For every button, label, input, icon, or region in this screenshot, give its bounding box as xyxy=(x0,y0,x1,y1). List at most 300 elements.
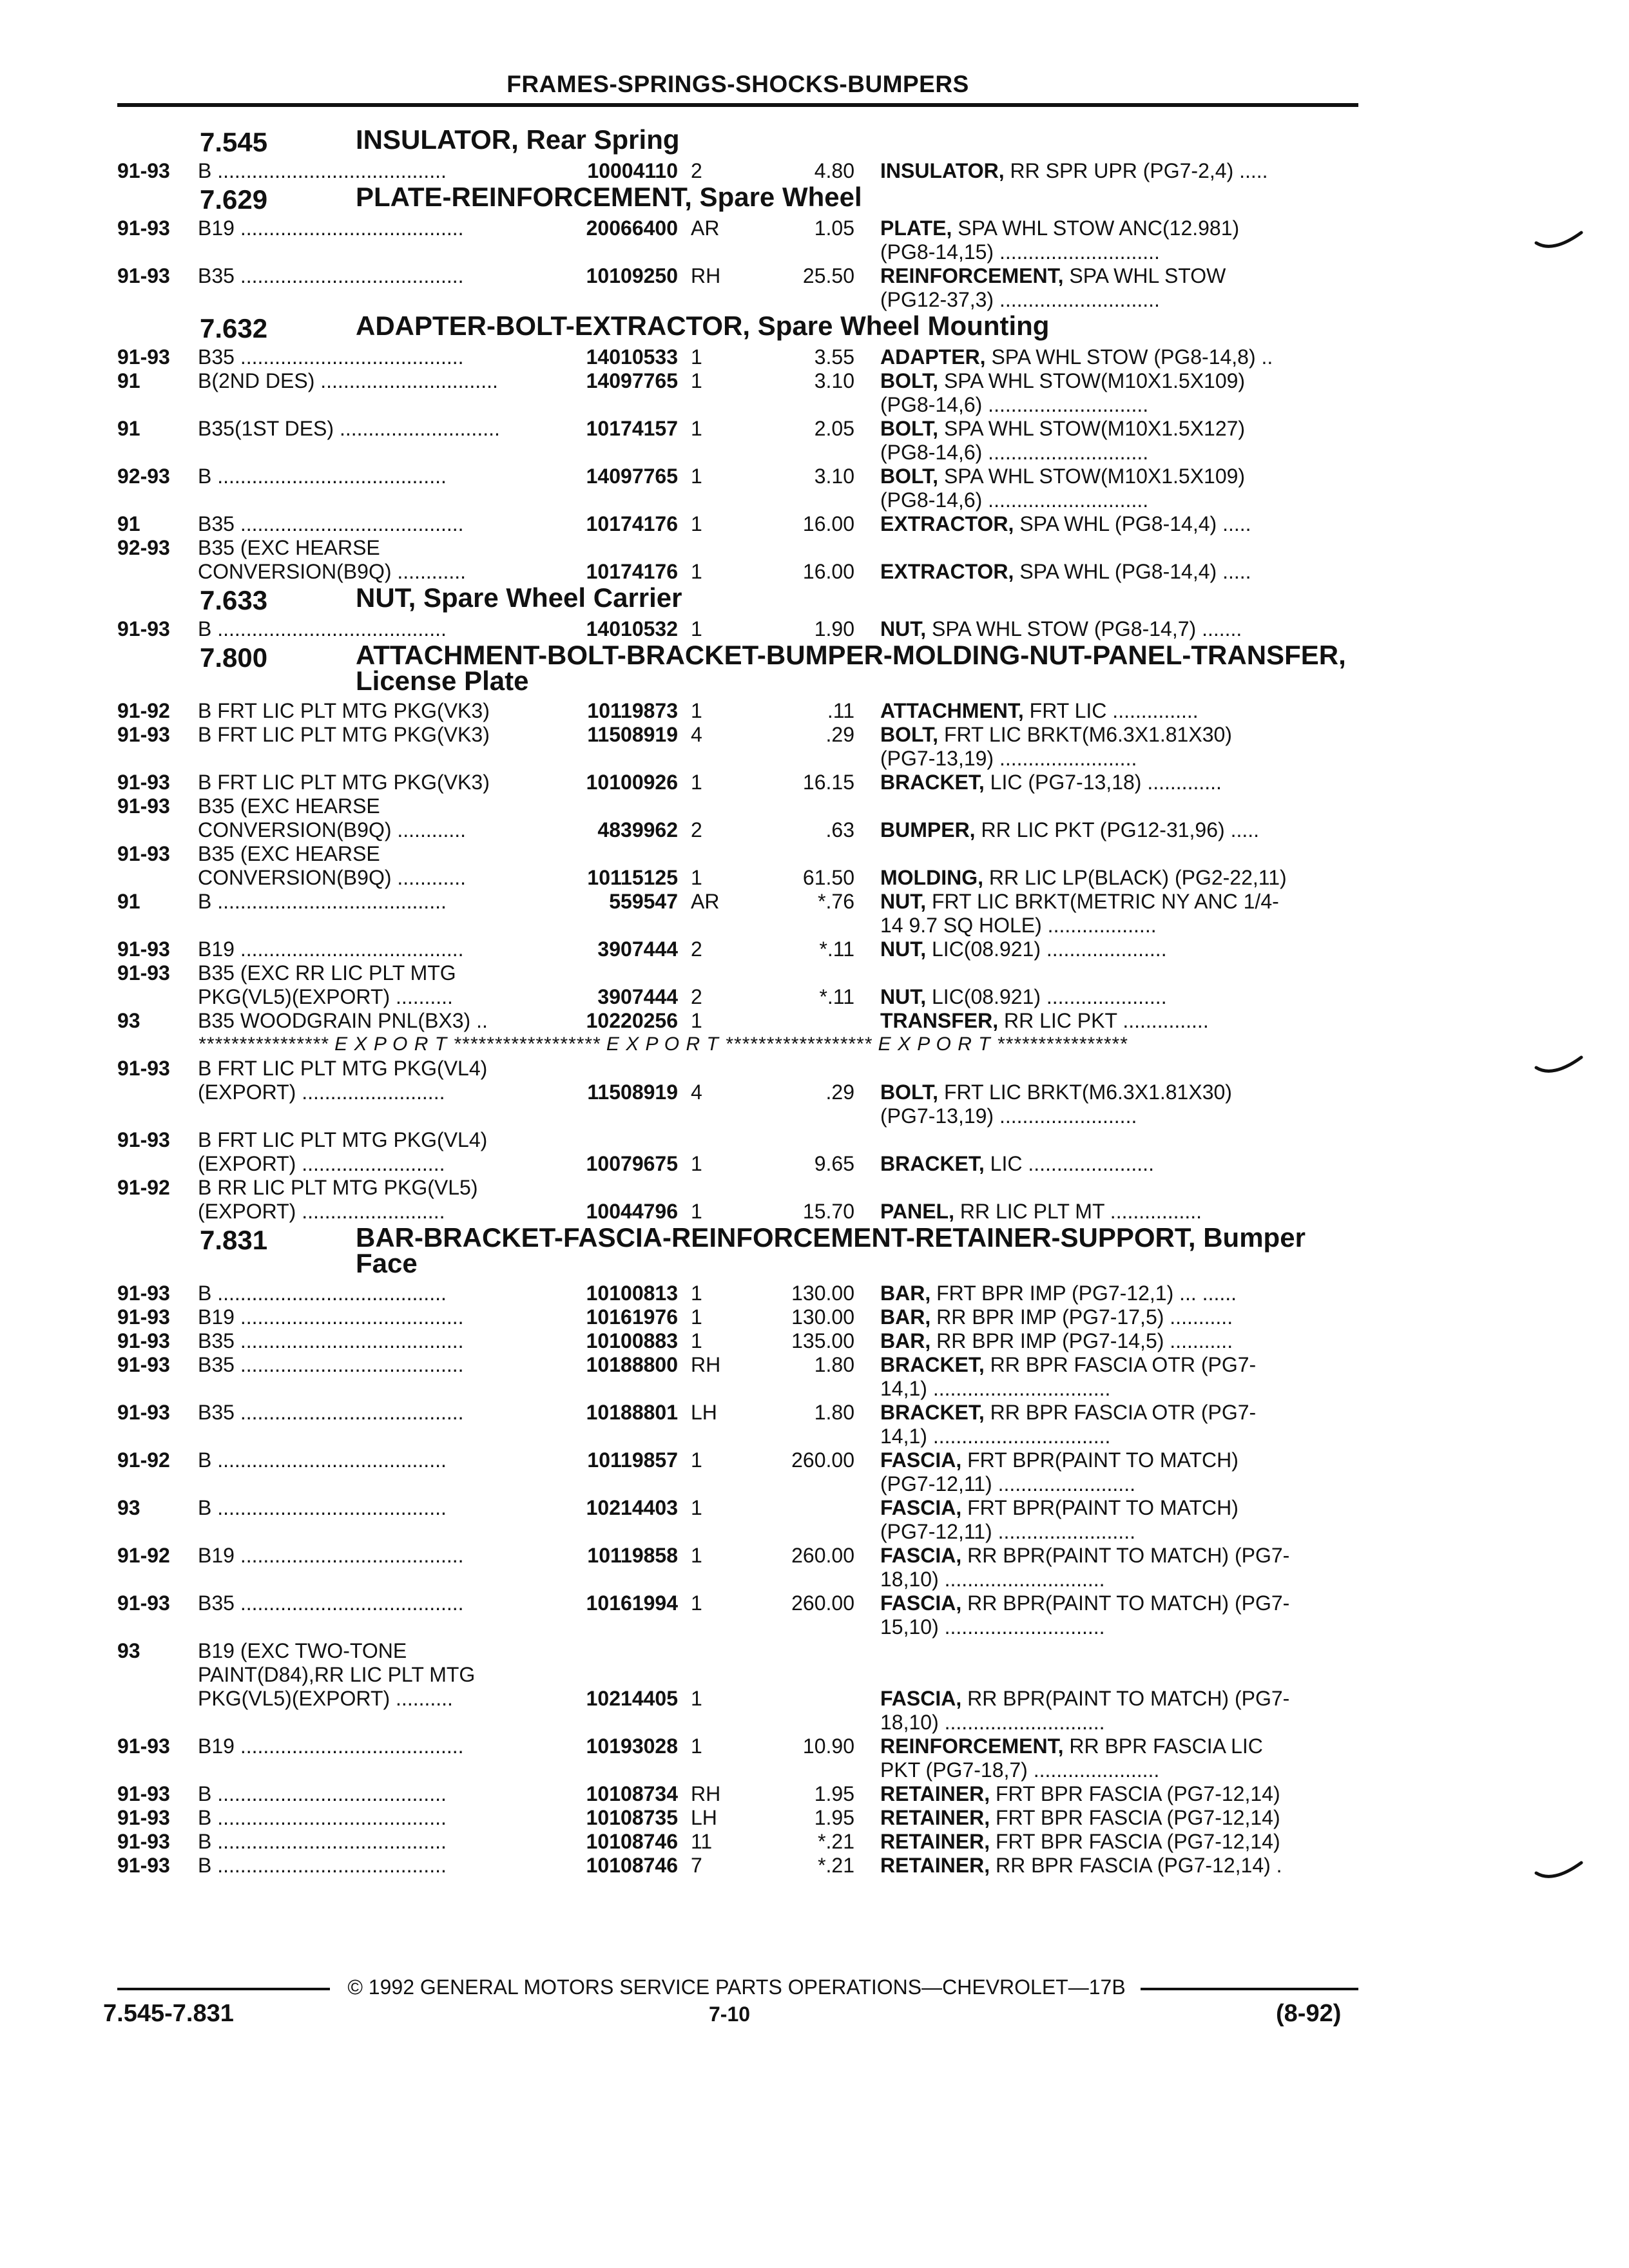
model-usage: B35 ....................................... xyxy=(198,264,464,287)
part-row xyxy=(0,1568,1629,1591)
part-detail: (PG7-12,11) ........................ xyxy=(880,1520,1135,1543)
part-description xyxy=(880,1305,1357,1329)
part-description xyxy=(880,866,1357,889)
part-description xyxy=(880,288,1357,311)
footer-rule-right xyxy=(1141,1988,1358,1990)
part-name: BOLT, xyxy=(880,723,939,746)
part-name: NUT, xyxy=(880,937,927,961)
model-year: 91-92 xyxy=(117,1448,170,1472)
part-description xyxy=(880,1401,1357,1424)
section-heading xyxy=(0,1224,1629,1282)
part-number: 10174157 xyxy=(586,417,678,440)
part-name: EXTRACTOR, xyxy=(880,512,1014,535)
price: 3.10 xyxy=(814,369,854,392)
part-number: 10214405 xyxy=(586,1687,678,1710)
part-name: REINFORCEMENT, xyxy=(880,1735,1064,1758)
quantity: 1 xyxy=(691,512,702,535)
footer-page-number: 7-10 xyxy=(709,2003,751,2026)
part-description xyxy=(880,1806,1357,1829)
quantity: 2 xyxy=(691,159,702,182)
part-number: 10108735 xyxy=(586,1806,678,1829)
part-row xyxy=(0,369,1629,393)
part-description xyxy=(880,1448,1357,1472)
model-usage: B FRT LIC PLT MTG PKG(VK3) xyxy=(198,723,490,746)
part-name: BAR, xyxy=(880,1329,931,1352)
part-number: 11508919 xyxy=(587,723,678,746)
part-description xyxy=(880,1591,1357,1615)
part-row xyxy=(0,617,1629,641)
model-year: 91-93 xyxy=(117,937,170,961)
model-usage: CONVERSION(B9Q) ............ xyxy=(198,866,467,889)
footer-section-range: 7.545-7.831 xyxy=(103,2000,234,2027)
price: 2.05 xyxy=(814,417,854,440)
model-year: 91-92 xyxy=(117,1176,170,1199)
part-detail: 14,1) ............................... xyxy=(880,1425,1111,1448)
model-usage: B ........................................ xyxy=(198,1806,447,1829)
model-usage: B19 ....................................... xyxy=(198,1544,464,1567)
part-detail: 18,10) ............................ xyxy=(880,1568,1105,1591)
model-usage: PAINT(D84),RR LIC PLT MTG xyxy=(198,1663,476,1686)
section-number: 7.831 xyxy=(200,1225,268,1255)
part-name: BRACKET, xyxy=(880,771,985,794)
page-title: FRAMES-SPRINGS-SHOCKS-BUMPERS xyxy=(506,71,969,97)
quantity: LH xyxy=(691,1806,717,1829)
part-name: FASCIA, xyxy=(880,1687,962,1710)
model-usage: CONVERSION(B9Q) ............ xyxy=(198,560,467,583)
part-detail: FRT BPR FASCIA (PG7-12,14) xyxy=(990,1830,1280,1853)
price: .29 xyxy=(825,1081,854,1104)
model-year: 91-93 xyxy=(117,1782,170,1805)
part-row xyxy=(0,1591,1629,1615)
part-description xyxy=(880,1830,1357,1853)
check-mark-icon xyxy=(1534,229,1585,255)
model-year: 93 xyxy=(117,1639,140,1662)
part-description xyxy=(880,465,1357,488)
quantity: 4 xyxy=(691,723,702,746)
part-row xyxy=(0,914,1629,937)
part-number: 3907444 xyxy=(597,937,678,961)
part-description xyxy=(880,1782,1357,1805)
quantity: AR xyxy=(691,216,720,240)
part-description xyxy=(880,1568,1357,1591)
part-row xyxy=(0,512,1629,536)
part-detail: (PG8-14,15) ............................ xyxy=(880,240,1160,264)
part-description xyxy=(880,771,1357,794)
model-year: 91-93 xyxy=(117,794,170,818)
part-number: 10220256 xyxy=(586,1009,678,1032)
part-name: MOLDING, xyxy=(880,866,983,889)
model-usage: B ........................................ xyxy=(198,1782,447,1805)
part-detail: (PG8-14,6) ............................ xyxy=(880,488,1149,512)
quantity: 11 xyxy=(691,1830,713,1853)
part-row xyxy=(0,560,1629,584)
price: 1.90 xyxy=(814,617,854,640)
part-detail: RR BPR FASCIA OTR (PG7- xyxy=(984,1353,1257,1376)
part-description xyxy=(880,240,1357,264)
model-usage: B35 ....................................... xyxy=(198,1329,464,1352)
part-description xyxy=(880,512,1357,535)
quantity: 1 xyxy=(691,1009,702,1032)
part-row xyxy=(0,1758,1629,1782)
part-name: PLATE, xyxy=(880,216,952,240)
part-description xyxy=(880,1496,1357,1519)
section-title: ADAPTER-BOLT-EXTRACTOR, Spare Wheel Mounting xyxy=(356,311,1050,341)
part-description xyxy=(880,1200,1357,1223)
model-usage: B35(1ST DES) ............................ xyxy=(198,417,500,440)
model-usage: B19 ....................................... xyxy=(198,1305,464,1329)
part-description xyxy=(880,488,1357,512)
part-name: BOLT, xyxy=(880,369,939,392)
quantity: 1 xyxy=(691,1496,702,1519)
model-usage: B35 ....................................... xyxy=(198,1591,464,1615)
price: *.21 xyxy=(818,1854,854,1877)
part-row xyxy=(0,1639,1629,1663)
part-description xyxy=(880,1152,1357,1175)
footer-copyright: © 1992 GENERAL MOTORS SERVICE PARTS OPERATIONS—CHEVROLET—17B xyxy=(347,1975,1126,1999)
part-detail: LIC (PG7-13,18) ............. xyxy=(984,771,1222,794)
quantity: 1 xyxy=(691,1448,702,1472)
part-number: 10044796 xyxy=(586,1200,678,1223)
part-description xyxy=(880,1544,1357,1567)
part-detail: SPA WHL STOW xyxy=(1063,264,1226,287)
part-row xyxy=(0,465,1629,488)
section-title: ATTACHMENT-BOLT-BRACKET-BUMPER-MOLDING-NUT-PANEL-TRANSFER, License Plate xyxy=(356,640,1346,696)
model-usage: B ........................................ xyxy=(198,1496,447,1519)
part-name: BUMPER, xyxy=(880,818,976,841)
part-detail: PKT (PG7-18,7) ...................... xyxy=(880,1758,1160,1782)
part-description xyxy=(880,617,1357,640)
section-number: 7.632 xyxy=(200,313,268,343)
model-year: 91 xyxy=(117,369,140,392)
part-description xyxy=(880,937,1357,961)
part-row xyxy=(0,985,1629,1009)
model-usage: (EXPORT) ......................... xyxy=(198,1152,445,1175)
part-name: REINFORCEMENT, xyxy=(880,264,1064,287)
section-number: 7.800 xyxy=(200,642,268,673)
price: 9.65 xyxy=(814,1152,854,1175)
part-number: 10100883 xyxy=(586,1329,678,1352)
section-title: PLATE-REINFORCEMENT, Spare Wheel xyxy=(356,182,862,212)
part-name: INSULATOR, xyxy=(880,159,1005,182)
part-description xyxy=(880,560,1357,583)
part-row xyxy=(0,240,1629,264)
check-mark-icon xyxy=(1534,1053,1585,1079)
model-year: 91 xyxy=(117,890,140,913)
part-number: 10119873 xyxy=(587,699,678,722)
section-title: INSULATOR, Rear Spring xyxy=(356,124,680,155)
part-name: FASCIA, xyxy=(880,1496,962,1519)
part-name: BOLT, xyxy=(880,1081,939,1104)
part-name: ATTACHMENT, xyxy=(880,699,1024,722)
price: 25.50 xyxy=(802,264,854,287)
model-usage: B FRT LIC PLT MTG PKG(VK3) xyxy=(198,699,490,722)
part-detail: (PG8-14,6) ............................ xyxy=(880,393,1149,416)
part-description xyxy=(880,1104,1357,1128)
part-name: BAR, xyxy=(880,1305,931,1329)
quantity: 1 xyxy=(691,465,702,488)
model-year: 91-93 xyxy=(117,1830,170,1853)
part-description xyxy=(880,985,1357,1008)
part-description xyxy=(880,1735,1357,1758)
part-row xyxy=(0,1615,1629,1639)
part-description xyxy=(880,1353,1357,1376)
model-year: 93 xyxy=(117,1496,140,1519)
part-name: FASCIA, xyxy=(880,1544,962,1567)
part-number: 10108746 xyxy=(586,1854,678,1877)
part-row xyxy=(0,1806,1629,1830)
price: *.11 xyxy=(819,937,854,961)
part-detail: SPA WHL STOW (PG8-14,7) ....... xyxy=(926,617,1242,640)
part-name: NUT, xyxy=(880,890,927,913)
part-detail: 15,10) ............................ xyxy=(880,1615,1105,1639)
part-number: 10214403 xyxy=(586,1496,678,1519)
quantity: AR xyxy=(691,890,720,913)
part-description xyxy=(880,1425,1357,1448)
part-detail: FRT LIC BRKT(M6.3X1.81X30) xyxy=(938,1081,1232,1104)
part-row xyxy=(0,1176,1629,1200)
quantity: 1 xyxy=(691,617,702,640)
part-row xyxy=(0,1057,1629,1081)
part-row xyxy=(0,1544,1629,1568)
part-number: 10174176 xyxy=(586,512,678,535)
part-row xyxy=(0,723,1629,747)
part-detail: LIC ...................... xyxy=(984,1152,1154,1175)
part-description xyxy=(880,417,1357,440)
price: 130.00 xyxy=(791,1282,854,1305)
part-detail: RR BPR FASCIA OTR (PG7- xyxy=(984,1401,1257,1424)
price: 4.80 xyxy=(814,159,854,182)
part-number: 10193028 xyxy=(586,1735,678,1758)
part-detail: FRT BPR IMP (PG7-12,1) ... ...... xyxy=(930,1282,1237,1305)
part-number: 10188801 xyxy=(586,1401,678,1424)
model-usage: (EXPORT) ......................... xyxy=(198,1081,445,1104)
model-year: 91-93 xyxy=(117,1057,170,1080)
part-description xyxy=(880,1615,1357,1639)
part-row xyxy=(0,288,1629,312)
model-usage: B FRT LIC PLT MTG PKG(VL4) xyxy=(198,1057,488,1080)
price: 260.00 xyxy=(791,1448,854,1472)
quantity: 1 xyxy=(691,345,702,369)
model-year: 92-93 xyxy=(117,536,170,559)
part-description xyxy=(880,723,1357,746)
part-description xyxy=(880,1472,1357,1495)
part-detail: RR BPR IMP (PG7-14,5) ........... xyxy=(930,1329,1233,1352)
part-name: NUT, xyxy=(880,985,927,1008)
part-number: 10109250 xyxy=(586,264,678,287)
part-description xyxy=(880,264,1357,287)
part-number: 10004110 xyxy=(587,159,678,182)
price: *.76 xyxy=(818,890,854,913)
price: 135.00 xyxy=(791,1329,854,1352)
part-detail: (PG7-13,19) ........................ xyxy=(880,1104,1137,1128)
model-usage: B ........................................ xyxy=(198,1830,447,1853)
part-detail: SPA WHL STOW(M10X1.5X109) xyxy=(938,465,1246,488)
part-row xyxy=(0,1305,1629,1329)
part-detail: FRT LIC ............... xyxy=(1023,699,1199,722)
quantity: 2 xyxy=(691,937,702,961)
part-number: 10100813 xyxy=(586,1282,678,1305)
model-year: 91-93 xyxy=(117,1735,170,1758)
part-detail: RR BPR IMP (PG7-17,5) ........... xyxy=(930,1305,1233,1329)
price: 16.00 xyxy=(802,560,854,583)
part-detail: SPA WHL STOW(M10X1.5X127) xyxy=(938,417,1246,440)
section-heading xyxy=(0,312,1629,345)
quantity: 1 xyxy=(691,1305,702,1329)
quantity: 1 xyxy=(691,771,702,794)
quantity: 1 xyxy=(691,1152,702,1175)
part-number: 14010532 xyxy=(586,617,678,640)
part-row xyxy=(0,747,1629,771)
part-name: ADAPTER, xyxy=(880,345,986,369)
price: 1.95 xyxy=(814,1806,854,1829)
part-description xyxy=(880,747,1357,770)
part-detail: 14,1) ............................... xyxy=(880,1377,1111,1400)
model-usage: B35 ....................................... xyxy=(198,512,464,535)
part-number: 4839962 xyxy=(597,818,678,841)
quantity: 1 xyxy=(691,1687,702,1710)
part-row xyxy=(0,264,1629,288)
part-row xyxy=(0,937,1629,961)
model-usage: B ........................................ xyxy=(198,1282,447,1305)
part-name: BOLT, xyxy=(880,417,939,440)
model-year: 91-93 xyxy=(117,1305,170,1329)
price: 16.15 xyxy=(802,771,854,794)
part-detail: (PG8-14,6) ............................ xyxy=(880,441,1149,464)
footer-rule-left xyxy=(117,1988,330,1990)
model-year: 91-93 xyxy=(117,1282,170,1305)
quantity: 1 xyxy=(691,560,702,583)
price: 1.80 xyxy=(814,1401,854,1424)
part-number: 10108734 xyxy=(586,1782,678,1805)
model-year: 91-92 xyxy=(117,1544,170,1567)
part-detail: (PG7-13,19) ........................ xyxy=(880,747,1137,770)
part-name: RETAINER, xyxy=(880,1830,990,1853)
part-row xyxy=(0,1353,1629,1377)
price: *.11 xyxy=(819,985,854,1008)
part-row xyxy=(0,1282,1629,1305)
model-usage: B35 ....................................... xyxy=(198,345,464,369)
price: 3.10 xyxy=(814,465,854,488)
section-title: NUT, Spare Wheel Carrier xyxy=(356,582,682,613)
part-detail: RR LIC PKT (PG12-31,96) ..... xyxy=(975,818,1260,841)
part-number: 10108746 xyxy=(586,1830,678,1853)
part-description xyxy=(880,1081,1357,1104)
part-row xyxy=(0,1104,1629,1128)
model-usage: B35 WOODGRAIN PNL(BX3) .. xyxy=(198,1009,488,1032)
model-year: 91-93 xyxy=(117,1401,170,1424)
price: 15.70 xyxy=(802,1200,854,1223)
part-row xyxy=(0,345,1629,369)
quantity: 1 xyxy=(691,1200,702,1223)
part-description xyxy=(880,890,1357,913)
price: 1.95 xyxy=(814,1782,854,1805)
quantity: 1 xyxy=(691,1735,702,1758)
part-row xyxy=(0,488,1629,512)
part-description xyxy=(880,1377,1357,1400)
model-year: 91-93 xyxy=(117,842,170,865)
part-row xyxy=(0,1425,1629,1448)
part-row xyxy=(0,1128,1629,1152)
part-row xyxy=(0,1081,1629,1104)
quantity: 1 xyxy=(691,417,702,440)
part-detail: RR BPR(PAINT TO MATCH) (PG7- xyxy=(961,1544,1290,1567)
part-detail: FRT LIC BRKT(METRIC NY ANC 1/4- xyxy=(926,890,1279,913)
price: 10.90 xyxy=(802,1735,854,1758)
part-row xyxy=(0,1687,1629,1711)
footer-date: (8-92) xyxy=(1276,2000,1342,2027)
quantity: 1 xyxy=(691,699,702,722)
export-divider xyxy=(0,1033,1629,1057)
part-description xyxy=(880,1329,1357,1352)
part-detail: SPA WHL (PG8-14,4) ..... xyxy=(1014,512,1251,535)
model-year: 91-93 xyxy=(117,1591,170,1615)
part-description xyxy=(880,345,1357,369)
part-number: 20066400 xyxy=(586,216,678,240)
part-description xyxy=(880,216,1357,240)
part-number: 559547 xyxy=(609,890,678,913)
model-year: 91-93 xyxy=(117,1353,170,1376)
part-row xyxy=(0,771,1629,794)
part-name: NUT, xyxy=(880,617,927,640)
part-description xyxy=(880,1282,1357,1305)
price: 260.00 xyxy=(791,1544,854,1567)
part-row xyxy=(0,1377,1629,1401)
part-description xyxy=(880,1687,1357,1710)
part-description xyxy=(880,1009,1357,1032)
part-detail: RR SPR UPR (PG7-2,4) ..... xyxy=(1004,159,1268,182)
part-detail: RR LIC PKT ............... xyxy=(998,1009,1209,1032)
quantity: 2 xyxy=(691,818,702,841)
model-usage: (EXPORT) ......................... xyxy=(198,1200,445,1223)
part-detail: (PG12-37,3) ............................ xyxy=(880,288,1160,311)
part-number: 10100926 xyxy=(586,771,678,794)
model-year: 91 xyxy=(117,417,140,440)
quantity: RH xyxy=(691,1782,721,1805)
part-name: RETAINER, xyxy=(880,1806,990,1829)
part-detail: 14 9.7 SQ HOLE) ................... xyxy=(880,914,1157,937)
model-usage: B ........................................ xyxy=(198,1448,447,1472)
model-usage: B ........................................ xyxy=(198,890,447,913)
part-row xyxy=(0,890,1629,914)
model-year: 91 xyxy=(117,512,140,535)
model-usage: B19 ....................................... xyxy=(198,1735,464,1758)
part-description xyxy=(880,914,1357,937)
part-row xyxy=(0,417,1629,441)
quantity: 2 xyxy=(691,985,702,1008)
model-usage: B35 (EXC RR LIC PLT MTG xyxy=(198,961,456,985)
part-name: RETAINER, xyxy=(880,1782,990,1805)
part-name: BOLT, xyxy=(880,465,939,488)
part-detail: RR BPR(PAINT TO MATCH) (PG7- xyxy=(961,1591,1290,1615)
check-mark-icon xyxy=(1534,1859,1585,1885)
part-name: PANEL, xyxy=(880,1200,954,1223)
section-number: 7.545 xyxy=(200,127,268,157)
quantity: 1 xyxy=(691,1282,702,1305)
model-year: 92-93 xyxy=(117,465,170,488)
part-name: EXTRACTOR, xyxy=(880,560,1014,583)
price: 61.50 xyxy=(802,866,854,889)
part-number: 14097765 xyxy=(586,465,678,488)
part-number: 10174176 xyxy=(586,560,678,583)
part-name: TRANSFER, xyxy=(880,1009,999,1032)
part-description xyxy=(880,369,1357,392)
part-number: 11508919 xyxy=(587,1081,678,1104)
quantity: 1 xyxy=(691,866,702,889)
part-row xyxy=(0,1009,1629,1033)
model-usage: CONVERSION(B9Q) ............ xyxy=(198,818,467,841)
part-row xyxy=(0,393,1629,417)
part-name: BRACKET, xyxy=(880,1353,985,1376)
